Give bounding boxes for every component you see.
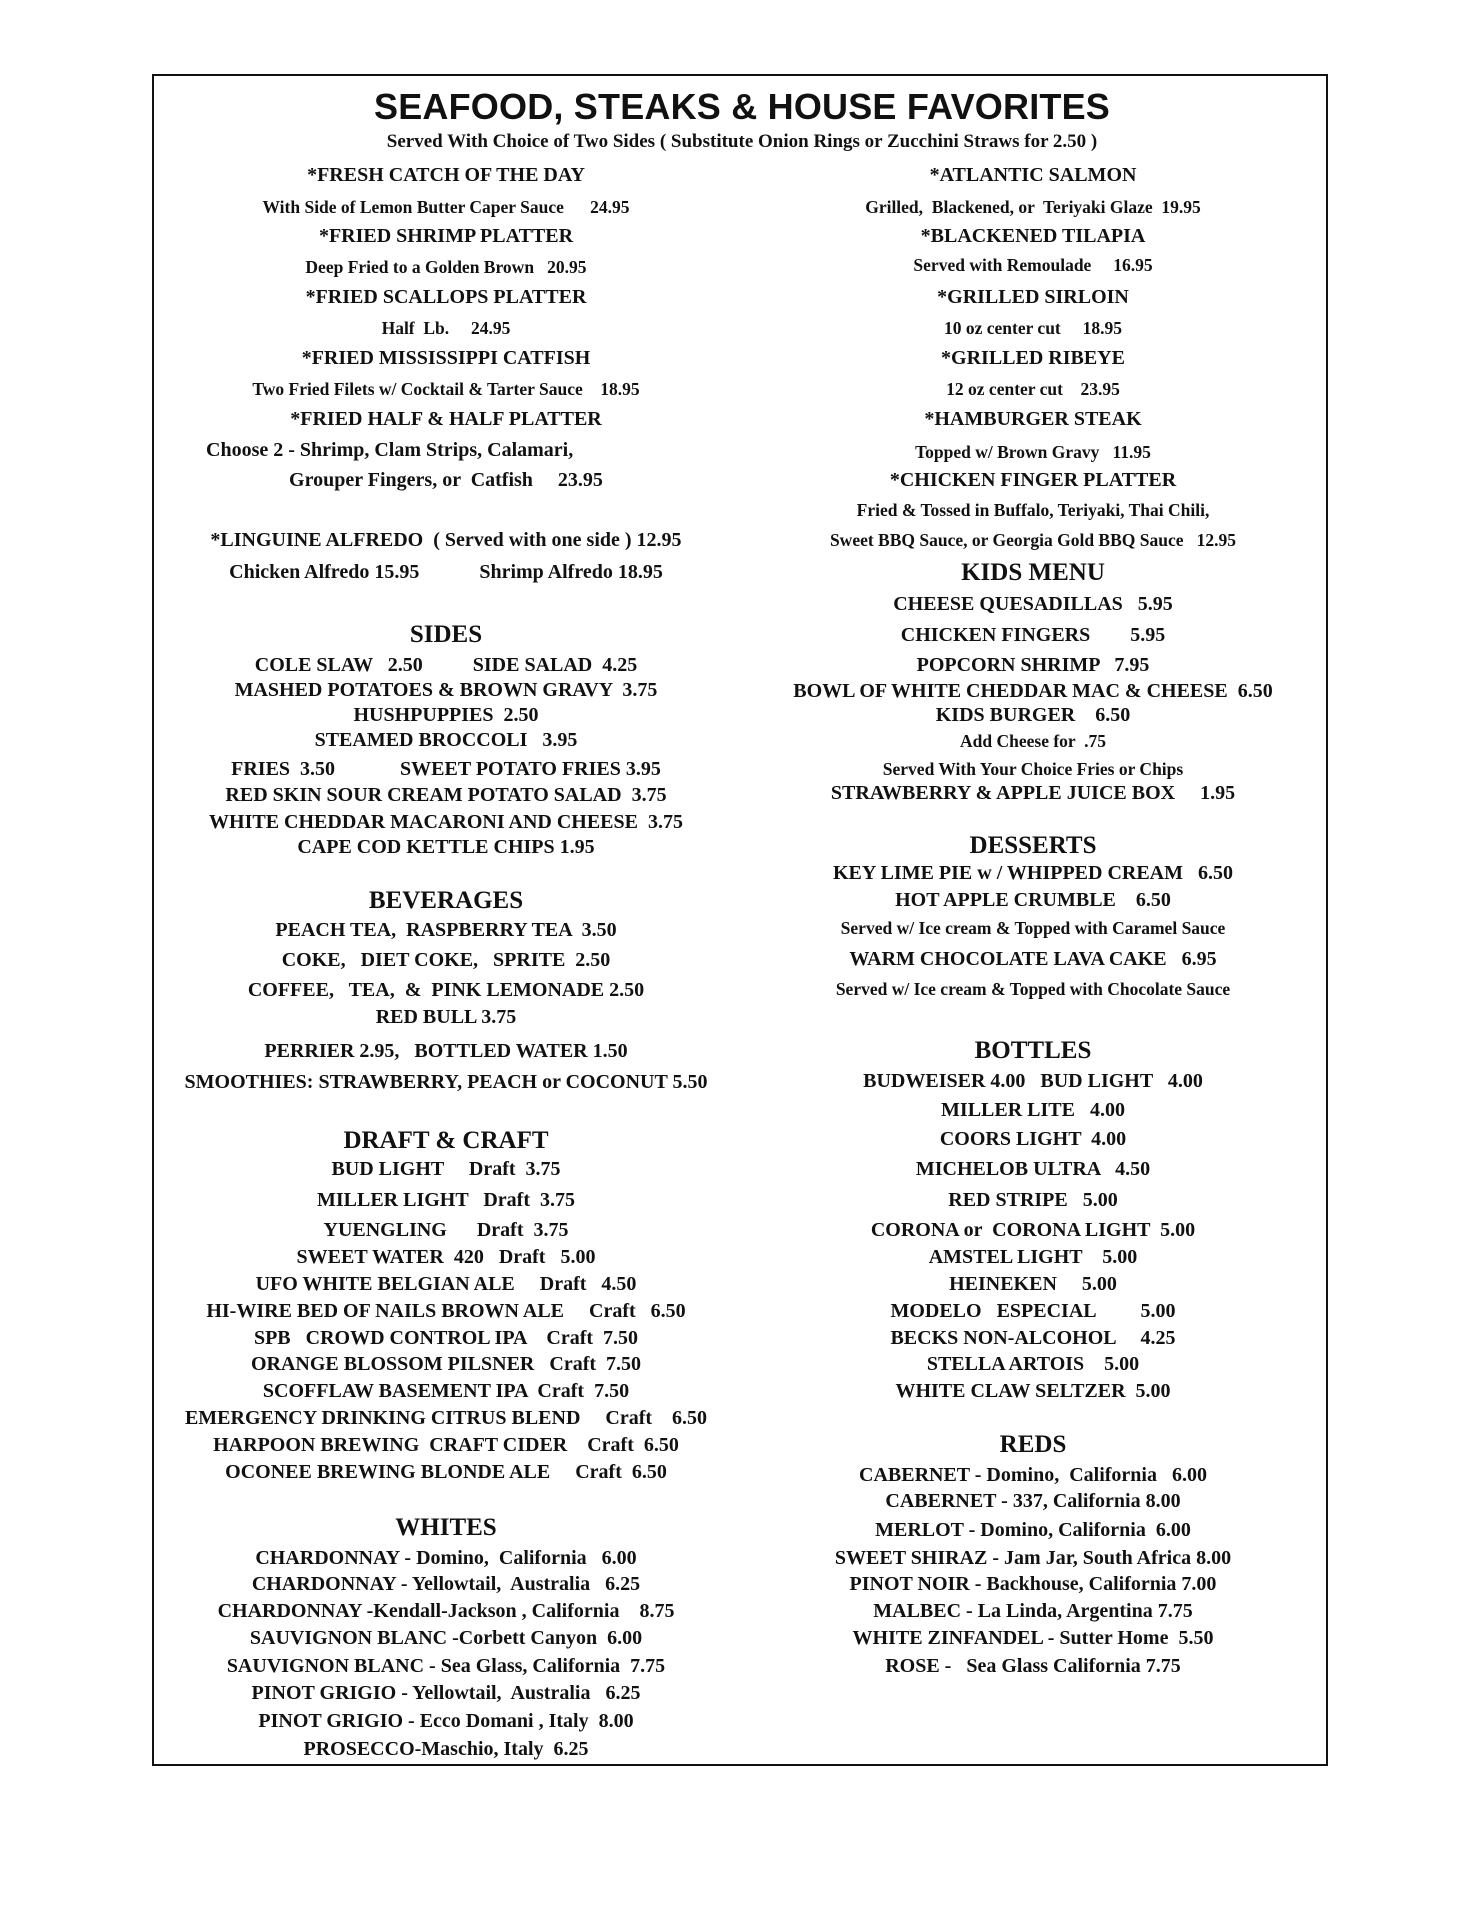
bottle-item: COORS LIGHT 4.00 bbox=[939, 1128, 1127, 1150]
kids-item: Add Cheese for .75 bbox=[960, 731, 1106, 751]
bottle-item: HEINEKEN 5.00 bbox=[949, 1273, 1117, 1295]
entree-desc: Choose 2 - Shrimp, Clam Strips, Calamari, bbox=[206, 439, 574, 461]
menu-subtitle: Served With Choice of Two Sides ( Substitute Onion Rings or Zucchini Straws for 2.50 ) bbox=[386, 131, 1098, 152]
red-wine-item: MALBEC - La Linda, Argentina 7.75 bbox=[873, 1600, 1193, 1622]
dessert-item: WARM CHOCOLATE LAVA CAKE 6.95 bbox=[849, 948, 1217, 970]
bottle-item: BUDWEISER 4.00 BUD LIGHT 4.00 bbox=[863, 1070, 1203, 1092]
beverage-item: PEACH TEA, RASPBERRY TEA 3.50 bbox=[275, 919, 617, 941]
draft-item: HARPOON BREWING CRAFT CIDER Craft 6.50 bbox=[213, 1434, 679, 1456]
red-wine-item: SWEET SHIRAZ - Jam Jar, South Africa 8.00 bbox=[834, 1547, 1232, 1569]
red-wine-item: MERLOT - Domino, California 6.00 bbox=[875, 1519, 1191, 1541]
red-wine-item: ROSE - Sea Glass California 7.75 bbox=[885, 1655, 1181, 1677]
desserts-heading: DESSERTS bbox=[969, 832, 1097, 859]
kids-item: Served With Your Choice Fries or Chips bbox=[882, 759, 1184, 779]
draft-item: HI-WIRE BED OF NAILS BROWN ALE Craft 6.50 bbox=[206, 1300, 686, 1322]
entree-blackened-tilapia: *BLACKENED TILAPIA bbox=[920, 225, 1146, 247]
draft-item: ORANGE BLOSSOM PILSNER Craft 7.50 bbox=[250, 1353, 642, 1375]
white-wine-item: CHARDONNAY - Yellowtail, Australia 6.25 bbox=[251, 1573, 641, 1595]
entree-grilled-sirloin: *GRILLED SIRLOIN bbox=[937, 286, 1129, 308]
entree-chicken-finger-platter: *CHICKEN FINGER PLATTER bbox=[889, 469, 1177, 491]
kids-item: CHICKEN FINGERS 5.95 bbox=[900, 624, 1166, 646]
side-item: RED SKIN SOUR CREAM POTATO SALAD 3.75 bbox=[225, 784, 667, 806]
entree-desc: Half Lb. 24.95 bbox=[381, 318, 511, 338]
side-item: HUSHPUPPIES 2.50 bbox=[353, 704, 539, 726]
bottle-item: MILLER LITE 4.00 bbox=[941, 1099, 1125, 1121]
red-wine-item: PINOT NOIR - Backhouse, California 7.00 bbox=[849, 1573, 1217, 1595]
entree-desc: Deep Fried to a Golden Brown 20.95 bbox=[305, 257, 587, 277]
white-wine-item: CHARDONNAY - Domino, California 6.00 bbox=[255, 1547, 637, 1569]
bottle-item: MICHELOB ULTRA 4.50 bbox=[915, 1158, 1151, 1180]
draft-item: EMERGENCY DRINKING CITRUS BLEND Craft 6.50 bbox=[184, 1407, 708, 1429]
white-wine-item: PINOT GRIGIO - Ecco Domani , Italy 8.00 bbox=[258, 1710, 634, 1732]
white-wine-item: CHARDONNAY -Kendall-Jackson , California 8.75 bbox=[217, 1600, 675, 1622]
white-wine-item: SAUVIGNON BLANC -Corbett Canyon 6.00 bbox=[249, 1627, 643, 1649]
entree-grilled-ribeye: *GRILLED RIBEYE bbox=[941, 347, 1125, 369]
side-item: COLE SLAW 2.50 SIDE SALAD 4.25 bbox=[254, 654, 638, 676]
entree-fried-shrimp: *FRIED SHRIMP PLATTER bbox=[318, 225, 574, 247]
kids-item: CHEESE QUESADILLAS 5.95 bbox=[893, 593, 1173, 615]
draft-item: BUD LIGHT Draft 3.75 bbox=[331, 1158, 561, 1180]
kids-item: BOWL OF WHITE CHEDDAR MAC & CHEESE 6.50 bbox=[793, 680, 1273, 702]
entree-desc: Grouper Fingers, or Catfish 23.95 bbox=[289, 469, 603, 491]
entree-alfredo-options: Chicken Alfredo 15.95 Shrimp Alfredo 18.95 bbox=[229, 561, 663, 583]
bottle-item: STELLA ARTOIS 5.00 bbox=[926, 1353, 1140, 1375]
dessert-desc: Served w/ Ice cream & Topped with Caramel Sauce bbox=[840, 918, 1226, 938]
entree-fried-catfish: *FRIED MISSISSIPPI CATFISH bbox=[301, 347, 591, 369]
entree-desc: Two Fried Filets w/ Cocktail & Tarter Sauce 18.95 bbox=[252, 379, 640, 399]
draft-item: YUENGLING Draft 3.75 bbox=[323, 1219, 569, 1241]
beverage-item: RED BULL 3.75 bbox=[375, 1006, 517, 1028]
kids-item: STRAWBERRY & APPLE JUICE BOX 1.95 bbox=[830, 782, 1236, 804]
entree-desc: Topped w/ Brown Gravy 11.95 bbox=[915, 442, 1151, 462]
entree-desc: Sweet BBQ Sauce, or Georgia Gold BBQ Sauce 12.95 bbox=[829, 530, 1237, 550]
draft-item: SWEET WATER 420 Draft 5.00 bbox=[296, 1246, 596, 1268]
entree-atlantic-salmon: *ATLANTIC SALMON bbox=[929, 164, 1137, 186]
kids-item: POPCORN SHRIMP 7.95 bbox=[916, 654, 1150, 676]
dessert-item: HOT APPLE CRUMBLE 6.50 bbox=[895, 889, 1171, 911]
entree-half-half: *FRIED HALF & HALF PLATTER bbox=[290, 408, 602, 430]
side-item: CAPE COD KETTLE CHIPS 1.95 bbox=[297, 836, 595, 858]
white-wine-item: PROSECCO-Maschio, Italy 6.25 bbox=[303, 1738, 589, 1760]
beverage-item: PERRIER 2.95, BOTTLED WATER 1.50 bbox=[264, 1040, 628, 1062]
bottle-item: RED STRIPE 5.00 bbox=[948, 1189, 1118, 1211]
beverage-item: SMOOTHIES: STRAWBERRY, PEACH or COCONUT 5.50 bbox=[184, 1071, 708, 1093]
side-item: WHITE CHEDDAR MACARONI AND CHEESE 3.75 bbox=[209, 811, 683, 833]
side-item: STEAMED BROCCOLI 3.95 bbox=[314, 729, 578, 751]
bottle-item: BECKS NON-ALCOHOL 4.25 bbox=[890, 1327, 1176, 1349]
beverages-heading: BEVERAGES bbox=[368, 887, 524, 914]
draft-heading: DRAFT & CRAFT bbox=[343, 1127, 549, 1154]
entree-desc: Served with Remoulade 16.95 bbox=[913, 255, 1153, 275]
whites-heading: WHITES bbox=[395, 1514, 497, 1541]
draft-item: OCONEE BREWING BLONDE ALE Craft 6.50 bbox=[225, 1461, 667, 1483]
reds-heading: REDS bbox=[999, 1431, 1067, 1458]
bottle-item: WHITE CLAW SELTZER 5.00 bbox=[895, 1380, 1171, 1402]
entree-fresh-catch: *FRESH CATCH OF THE DAY bbox=[307, 164, 585, 186]
red-wine-item: CABERNET - 337, California 8.00 bbox=[885, 1490, 1181, 1512]
draft-item: MILLER LIGHT Draft 3.75 bbox=[317, 1189, 575, 1211]
red-wine-item: WHITE ZINFANDEL - Sutter Home 5.50 bbox=[852, 1627, 1214, 1649]
white-wine-item: SAUVIGNON BLANC - Sea Glass, California 7.75 bbox=[226, 1655, 666, 1677]
white-wine-item: PINOT GRIGIO - Yellowtail, Australia 6.25 bbox=[251, 1682, 641, 1704]
entree-desc: 10 oz center cut 18.95 bbox=[943, 318, 1123, 338]
entree-fried-scallops: *FRIED SCALLOPS PLATTER bbox=[305, 286, 587, 308]
entree-hamburger-steak: *HAMBURGER STEAK bbox=[924, 408, 1142, 430]
bottles-heading: BOTTLES bbox=[974, 1037, 1092, 1064]
beverage-item: COKE, DIET COKE, SPRITE 2.50 bbox=[281, 949, 611, 971]
entree-desc: Grilled, Blackened, or Teriyaki Glaze 19.95 bbox=[865, 197, 1201, 217]
entree-desc: Fried & Tossed in Buffalo, Teriyaki, Thai Chili, bbox=[856, 500, 1210, 520]
kids-menu-heading: KIDS MENU bbox=[961, 559, 1105, 586]
red-wine-item: CABERNET - Domino, California 6.00 bbox=[859, 1464, 1207, 1486]
draft-item: UFO WHITE BELGIAN ALE Draft 4.50 bbox=[255, 1273, 637, 1295]
draft-item: SCOFFLAW BASEMENT IPA Craft 7.50 bbox=[262, 1380, 630, 1402]
beverage-item: COFFEE, TEA, & PINK LEMONADE 2.50 bbox=[247, 979, 645, 1001]
dessert-item: KEY LIME PIE w / WHIPPED CREAM 6.50 bbox=[832, 862, 1234, 884]
entree-desc: With Side of Lemon Butter Caper Sauce 24.95 bbox=[262, 197, 630, 217]
side-item: FRIES 3.50 SWEET POTATO FRIES 3.95 bbox=[231, 758, 661, 780]
bottle-item: AMSTEL LIGHT 5.00 bbox=[928, 1246, 1138, 1268]
entree-desc: 12 oz center cut 23.95 bbox=[946, 379, 1120, 399]
kids-item: KIDS BURGER 6.50 bbox=[935, 704, 1131, 726]
side-item: MASHED POTATOES & BROWN GRAVY 3.75 bbox=[234, 679, 658, 701]
sides-heading: SIDES bbox=[409, 621, 483, 648]
bottle-item: MODELO ESPECIAL 5.00 bbox=[890, 1300, 1176, 1322]
menu-title: SEAFOOD, STEAKS & HOUSE FAVORITES bbox=[373, 86, 1111, 127]
entree-linguine-alfredo: *LINGUINE ALFREDO ( Served with one side ) 12.95 bbox=[210, 529, 682, 551]
bottle-item: CORONA or CORONA LIGHT 5.00 bbox=[870, 1219, 1196, 1241]
draft-item: SPB CROWD CONTROL IPA Craft 7.50 bbox=[253, 1327, 639, 1349]
dessert-desc: Served w/ Ice cream & Topped with Chocolate Sauce bbox=[835, 979, 1231, 999]
